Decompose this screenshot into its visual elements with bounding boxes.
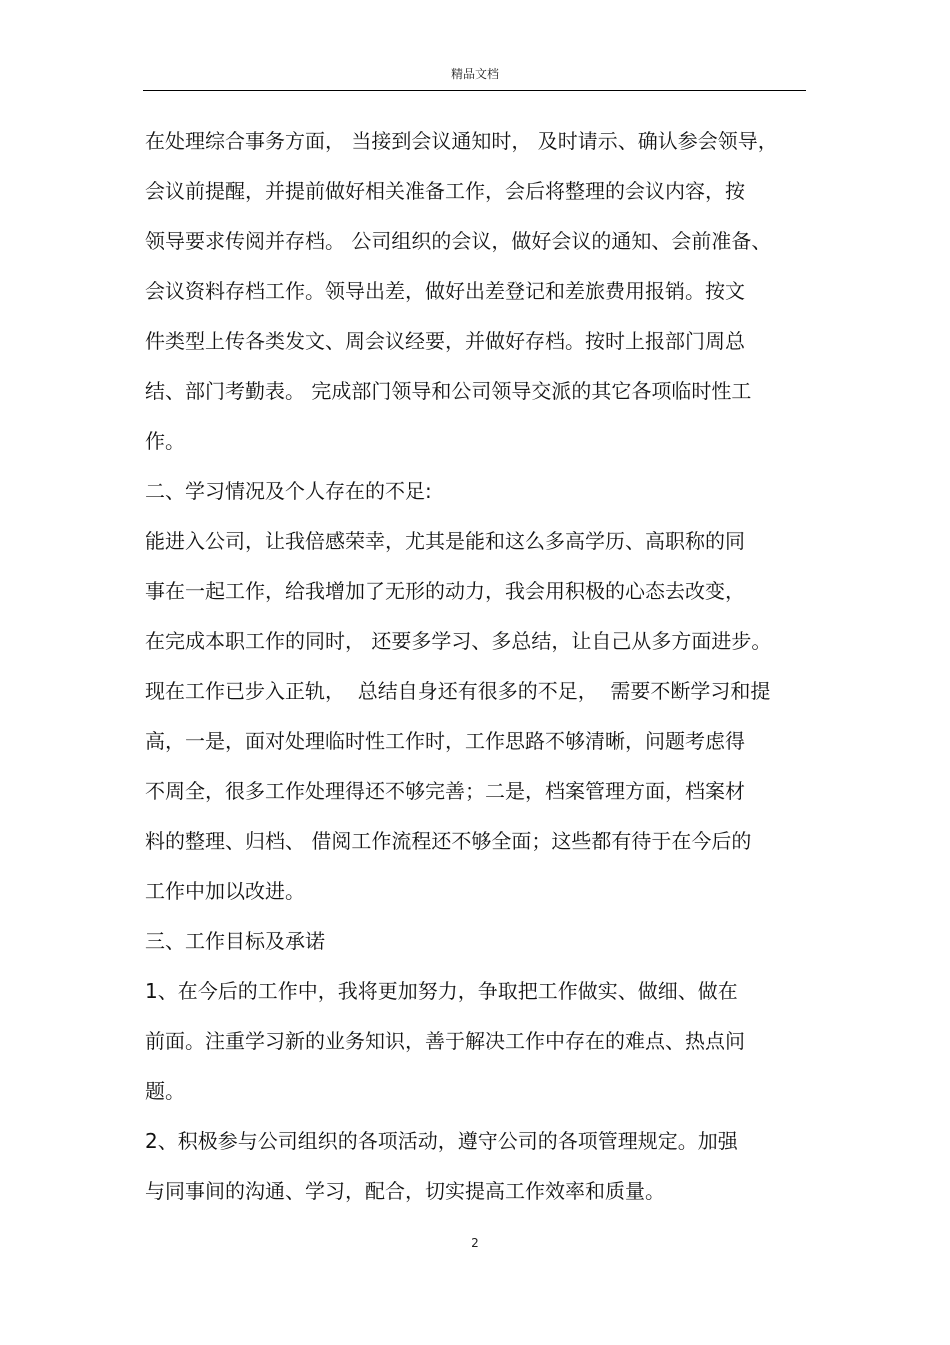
body-line: 在完成本职工作的同时， 还要多学习、多总结，让自己从多方面进步。 xyxy=(145,629,772,653)
body-line: 会议资料存档工作。领导出差，做好出差登记和差旅费用报销。按文 xyxy=(145,279,745,303)
body-line: 现在工作已步入正轨， 总结自身还有很多的不足， 需要不断学习和提 xyxy=(145,679,771,703)
body-line: 会议前提醒，并提前做好相关准备工作，会后将整理的会议内容，按 xyxy=(145,179,745,203)
body-line: 2、积极参与公司组织的各项活动，遵守公司的各项管理规定。加强 xyxy=(145,1129,738,1153)
body-line: 件类型上传各类发文、周会议经要，并做好存档。按时上报部门周总 xyxy=(145,329,745,353)
body-line: 高，一是，面对处理临时性工作时，工作思路不够清晰，问题考虑得 xyxy=(145,729,745,753)
body-line: 作。 xyxy=(145,429,185,453)
page-number: 2 xyxy=(471,1236,479,1250)
body-line: 料的整理、归档、 借阅工作流程还不够全面；这些都有待于在今后的 xyxy=(145,829,752,853)
body-line: 1、在今后的工作中，我将更加努力，争取把工作做实、做细、做在 xyxy=(145,979,738,1003)
body-line: 结、部门考勤表。 完成部门领导和公司领导交派的其它各项临时性工 xyxy=(145,379,752,403)
page-header: 精品文档 xyxy=(450,67,499,81)
header-divider xyxy=(143,90,806,91)
body-line: 工作中加以改进。 xyxy=(145,879,305,903)
section-heading: 三、工作目标及承诺 xyxy=(145,929,325,953)
body-line: 不周全，很多工作处理得还不够完善；二是，档案管理方面，档案材 xyxy=(145,779,745,803)
body-line: 能进入公司，让我倍感荣幸，尤其是能和这么多高学历、高职称的同 xyxy=(145,529,745,553)
body-line: 题。 xyxy=(145,1079,185,1103)
body-line: 在处理综合事务方面， 当接到会议通知时， 及时请示、确认参会领导， xyxy=(145,129,778,153)
body-line: 与同事间的沟通、学习，配合，切实提高工作效率和质量。 xyxy=(145,1179,665,1203)
body-line: 前面。注重学习新的业务知识，善于解决工作中存在的难点、热点问 xyxy=(145,1029,745,1053)
section-heading: 二、学习情况及个人存在的不足: xyxy=(145,479,432,503)
body-line: 事在一起工作，给我增加了无形的动力，我会用积极的心态去改变， xyxy=(145,579,745,603)
body-line: 领导要求传阅并存档。 公司组织的会议，做好会议的通知、会前准备、 xyxy=(145,229,772,253)
